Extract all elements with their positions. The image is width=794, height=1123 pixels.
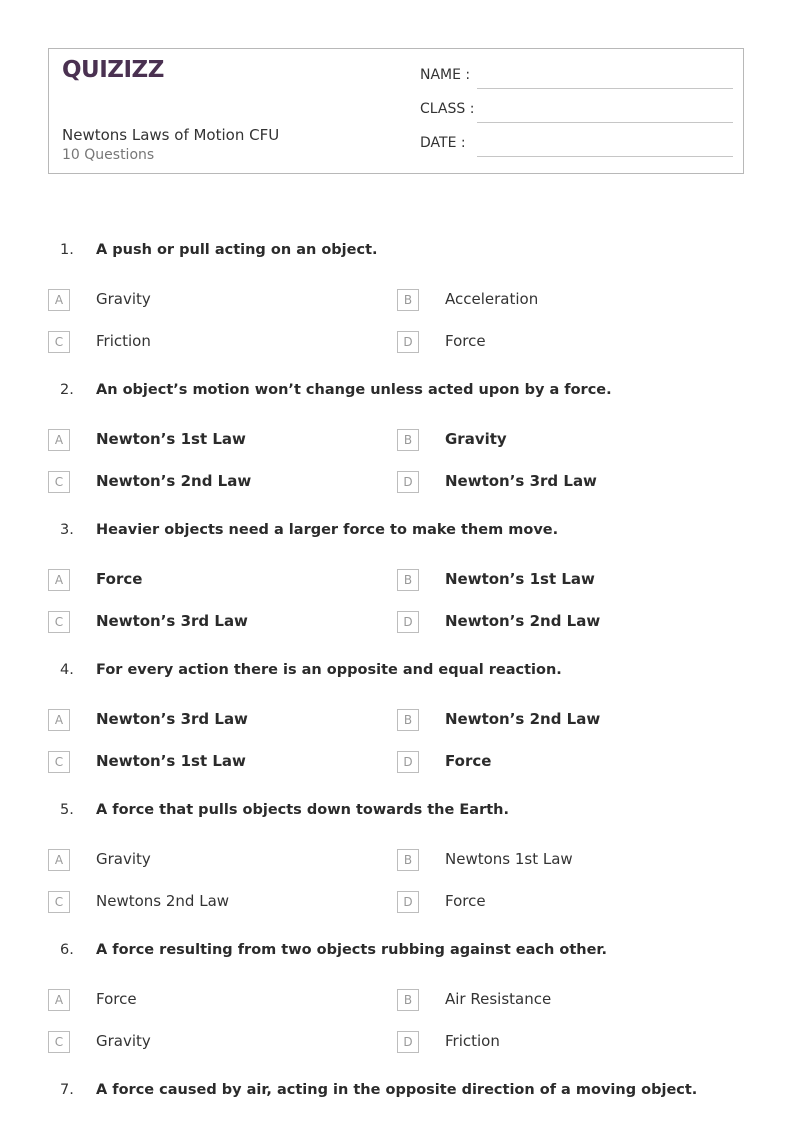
option-text: Newtons 2nd Law <box>96 892 230 910</box>
question-3 <box>0 522 794 652</box>
option-letter-box: D <box>397 611 419 633</box>
date-label: DATE : <box>420 135 466 151</box>
question-text: A push or pull acting on an object. <box>96 242 378 258</box>
question-1 <box>0 242 794 372</box>
name-label: NAME : <box>420 67 471 83</box>
option-letter-box: C <box>48 891 70 913</box>
question-text: Heavier objects need a larger force to make them move. <box>96 522 559 538</box>
option-letter-box: A <box>48 429 70 451</box>
option-letter-box: C <box>48 331 70 353</box>
class-line[interactable] <box>477 122 733 123</box>
option-letter-box: A <box>48 569 70 591</box>
option-text: Newton’s 1st Law <box>96 430 246 448</box>
name-line[interactable] <box>477 88 733 89</box>
option-text: Force <box>96 990 137 1008</box>
question-number: 2. <box>60 382 74 398</box>
option-text: Gravity <box>96 850 151 868</box>
option-text: Friction <box>96 332 151 350</box>
option-letter-box: A <box>48 849 70 871</box>
question-4 <box>0 662 794 792</box>
question-text: A force that pulls objects down towards the Earth. <box>96 802 509 818</box>
option-letter-box: D <box>397 891 419 913</box>
option-letter-box: B <box>397 849 419 871</box>
option-letter-box: A <box>48 709 70 731</box>
option-letter-box: C <box>48 751 70 773</box>
question-6 <box>0 942 794 1072</box>
option-letter-box: D <box>397 331 419 353</box>
question-text: A force caused by air, acting in the opposite direction of a moving object. <box>96 1082 698 1098</box>
question-number: 4. <box>60 662 74 678</box>
option-text: Gravity <box>96 1032 151 1050</box>
option-letter-box: D <box>397 751 419 773</box>
question-5 <box>0 802 794 932</box>
question-number: 6. <box>60 942 74 958</box>
class-label: CLASS : <box>420 101 475 117</box>
option-text: Newton’s 3rd Law <box>96 612 248 630</box>
option-text: Air Resistance <box>445 990 552 1008</box>
quizizz-logo: QUIZIZZ <box>62 57 164 83</box>
question-number: 7. <box>60 1082 74 1098</box>
option-letter-box: A <box>48 289 70 311</box>
question-number: 5. <box>60 802 74 818</box>
option-letter-box: D <box>397 1031 419 1053</box>
question-text: A force resulting from two objects rubbing against each other. <box>96 942 608 958</box>
question-7 <box>0 1082 794 1112</box>
option-text: Friction <box>445 1032 500 1050</box>
question-number: 1. <box>60 242 74 258</box>
option-text: Newtons 1st Law <box>445 850 573 868</box>
option-text: Gravity <box>96 290 151 308</box>
question-2 <box>0 382 794 512</box>
option-text: Newton’s 1st Law <box>445 570 595 588</box>
option-letter-box: D <box>397 471 419 493</box>
option-text: Newton’s 2nd Law <box>96 472 252 490</box>
option-letter-box: B <box>397 569 419 591</box>
option-letter-box: B <box>397 709 419 731</box>
option-letter-box: A <box>48 989 70 1011</box>
option-text: Force <box>445 332 486 350</box>
option-text: Force <box>96 570 143 588</box>
option-text: Gravity <box>445 430 507 448</box>
option-letter-box: C <box>48 471 70 493</box>
question-text: For every action there is an opposite and equal reaction. <box>96 662 562 678</box>
question-number: 3. <box>60 522 74 538</box>
name-field[interactable] <box>420 67 733 89</box>
question-count: 10 Questions <box>62 147 155 163</box>
option-text: Acceleration <box>445 290 539 308</box>
option-letter-box: B <box>397 289 419 311</box>
option-text: Force <box>445 752 492 770</box>
class-field[interactable] <box>420 101 733 123</box>
option-text: Newton’s 1st Law <box>96 752 246 770</box>
option-text: Newton’s 3rd Law <box>96 710 248 728</box>
option-text: Newton’s 3rd Law <box>445 472 597 490</box>
worksheet-title: Newtons Laws of Motion CFU <box>62 126 280 144</box>
option-letter-box: B <box>397 989 419 1011</box>
option-letter-box: C <box>48 1031 70 1053</box>
option-letter-box: C <box>48 611 70 633</box>
option-text: Force <box>445 892 486 910</box>
date-line[interactable] <box>477 156 733 157</box>
option-text: Newton’s 2nd Law <box>445 710 601 728</box>
date-field[interactable] <box>420 135 733 157</box>
option-text: Newton’s 2nd Law <box>445 612 601 630</box>
worksheet-header <box>48 48 744 174</box>
question-text: An object’s motion won’t change unless acted upon by a force. <box>96 382 612 398</box>
option-letter-box: B <box>397 429 419 451</box>
